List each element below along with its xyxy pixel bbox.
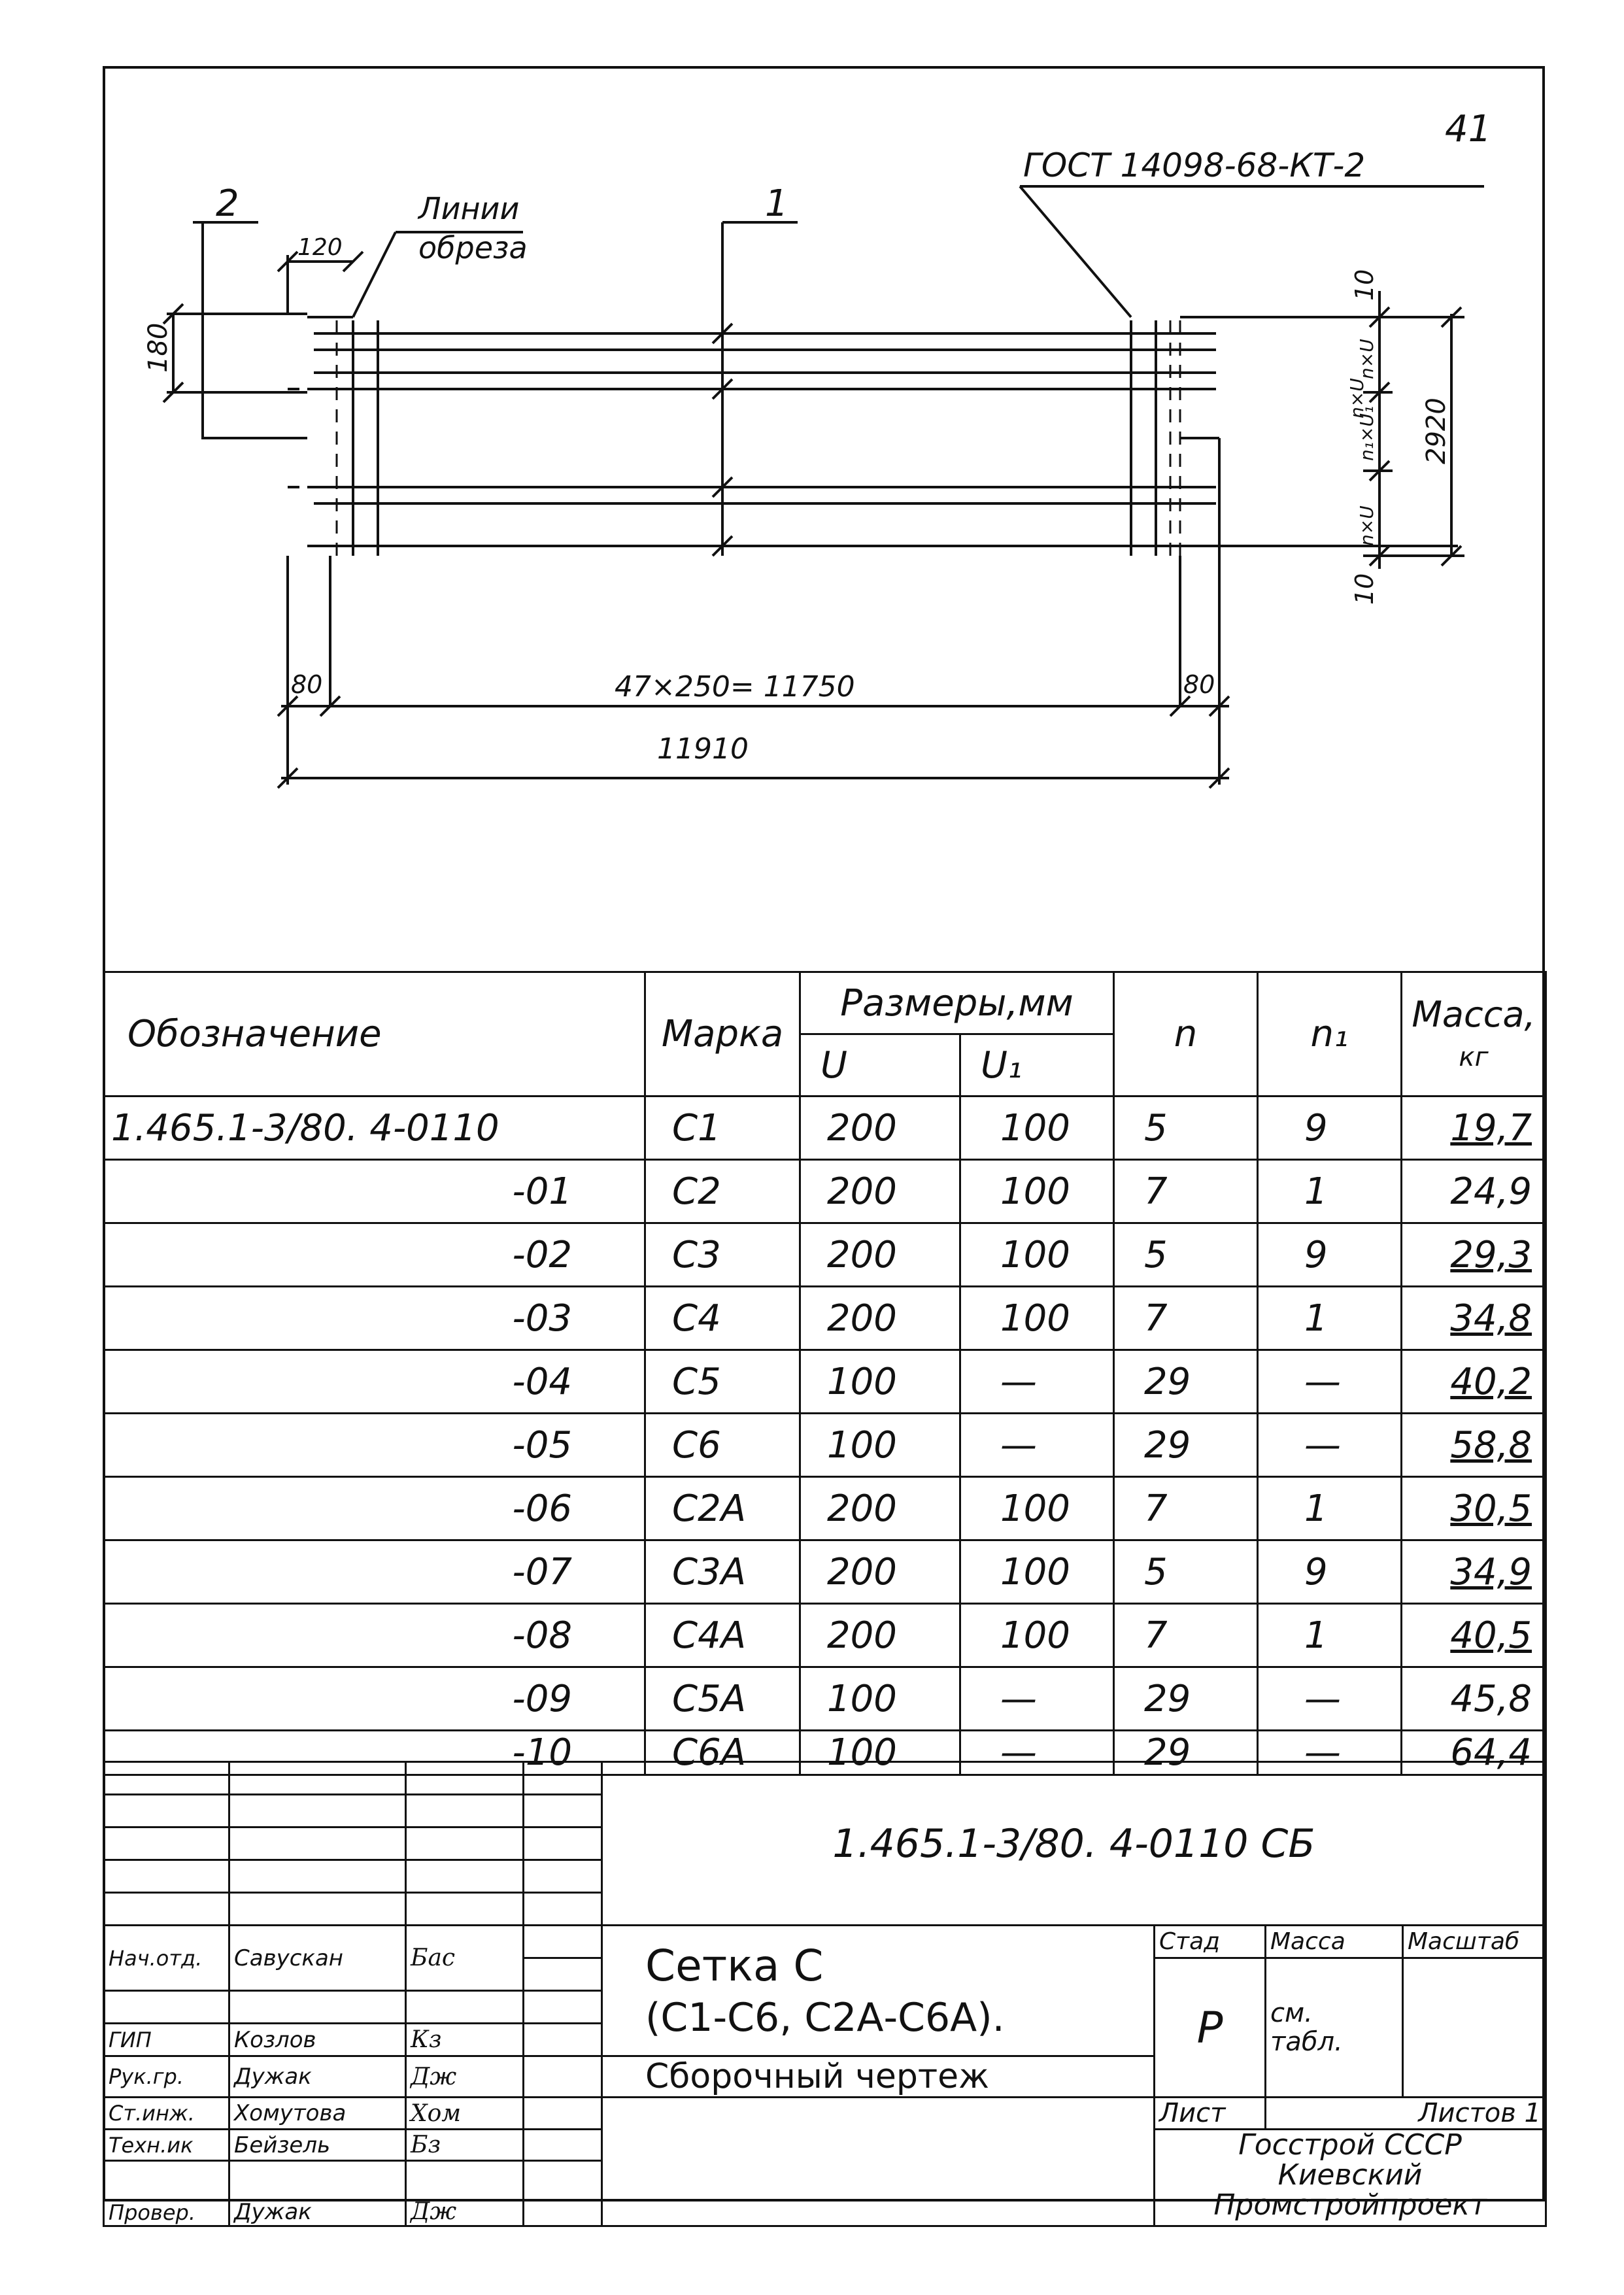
u1-cell: 100 <box>960 1096 1114 1160</box>
date-cell <box>524 2130 602 2161</box>
mass-value-line-1: см. <box>1270 1998 1313 2028</box>
revision-cell <box>406 1893 524 1926</box>
mass-cell: 30,5 <box>1402 1477 1546 1540</box>
n-cell: 5 <box>1114 1096 1258 1160</box>
u-cell: 200 <box>800 1540 960 1604</box>
table-row <box>104 1604 1546 1667</box>
designation-cell: -08 <box>104 1604 645 1667</box>
cut-lines-label: Линии <box>418 191 520 226</box>
dim-nxu-2: n×U <box>1356 505 1378 546</box>
organization-line-1: Госстрой СССР <box>1238 2129 1462 2162</box>
designation-cell: -09 <box>104 1667 645 1731</box>
scale-label: Масштаб <box>1403 1926 1546 1958</box>
gost-note: ГОСТ 14098-68-КТ-2 <box>1023 146 1366 184</box>
name-cell: Савускан <box>229 1926 406 1991</box>
u1-cell: 100 <box>960 1160 1114 1223</box>
stage-label: Стад <box>1155 1926 1266 1958</box>
mass-cell: 34,9 <box>1402 1540 1546 1604</box>
cut-lines-label-2: обреза <box>418 230 528 265</box>
revision-cell <box>524 1893 602 1926</box>
dim-n1xu1: n₁×U₁ <box>1356 405 1378 461</box>
name-cell: Дужак <box>229 2056 406 2098</box>
designation-cell: -04 <box>104 1350 645 1414</box>
mark-cell: С5А <box>645 1667 800 1731</box>
mark-cell: С6А <box>645 1731 800 1775</box>
revision-cell <box>229 1828 406 1860</box>
n-cell: 7 <box>1114 1287 1258 1350</box>
n1-cell: — <box>1258 1731 1402 1775</box>
date-cell <box>524 1958 602 1991</box>
page-number: 41 <box>1445 108 1492 150</box>
n-cell: 29 <box>1114 1667 1258 1731</box>
revision-cell <box>104 1762 229 1795</box>
n-cell: 5 <box>1114 1223 1258 1287</box>
n1-cell: 1 <box>1258 1477 1402 1540</box>
u1-cell: — <box>960 1414 1114 1477</box>
mass-cell: 45,8 <box>1402 1667 1546 1731</box>
date-cell <box>524 1926 602 1958</box>
dim-10-top: 10 <box>1350 269 1379 301</box>
table-row <box>104 1477 1546 1540</box>
name-cell: Хомутова <box>229 2098 406 2130</box>
header-u1: U₁ <box>960 1034 1114 1096</box>
u1-cell: 100 <box>960 1540 1114 1604</box>
revision-cell <box>104 1860 229 1893</box>
role-cell: Ст.инж. <box>104 2098 229 2130</box>
table-row <box>104 1350 1546 1414</box>
n-cell: 29 <box>1114 1350 1258 1414</box>
u-cell: 100 <box>800 1731 960 1775</box>
u-cell: 200 <box>800 1160 960 1223</box>
mass-cell: 24,9 <box>1402 1160 1546 1223</box>
designation-cell: -01 <box>104 1160 645 1223</box>
specification-table <box>103 971 1547 1776</box>
title-line-2: (С1-С6, С2А-С6А). <box>645 1994 1005 2041</box>
stage-value: Р <box>1155 1958 1266 2098</box>
n1-cell: 1 <box>1258 1160 1402 1223</box>
date-cell <box>524 2161 602 2226</box>
table-row <box>104 1667 1546 1731</box>
dim-span: 47×250= 11750 <box>615 670 855 704</box>
u-cell: 200 <box>800 1223 960 1287</box>
header-u: U <box>800 1034 960 1096</box>
n-cell: 7 <box>1114 1477 1258 1540</box>
mark-cell: С3А <box>645 1540 800 1604</box>
revision-cell <box>229 1860 406 1893</box>
date-cell <box>524 2024 602 2056</box>
n1-cell: — <box>1258 1667 1402 1731</box>
mark-cell: С2А <box>645 1477 800 1540</box>
u-cell: 200 <box>800 1604 960 1667</box>
mass-cell: 40,2 <box>1402 1350 1546 1414</box>
u1-cell: 100 <box>960 1477 1114 1540</box>
signature-cell: Дж <box>406 2056 524 2098</box>
date-cell <box>524 2056 602 2098</box>
position-1: 1 <box>765 182 788 225</box>
mass-label: Масса <box>1266 1926 1403 1958</box>
blank-cell <box>406 1991 524 2024</box>
role-cell: Техн.ик <box>104 2130 229 2161</box>
table-row <box>104 1096 1546 1160</box>
revision-cell <box>524 1795 602 1828</box>
title-line-1: Сетка С <box>645 1941 824 1991</box>
scale-value <box>1403 1958 1546 2098</box>
n1-cell: 1 <box>1258 1604 1402 1667</box>
u1-cell: 100 <box>960 1223 1114 1287</box>
revision-cell <box>524 1762 602 1795</box>
sheets-label: Листов 1 <box>1266 2098 1546 2130</box>
signature-cell: Хом <box>406 2098 524 2130</box>
doc-code: 1.465.1-3/80. 4-0110 СБ <box>602 1762 1546 1926</box>
organization-line-3: Промстройпроект <box>1213 2188 1487 2222</box>
dim-total: 11910 <box>657 732 749 766</box>
header-n1: n₁ <box>1258 972 1402 1096</box>
table-row <box>104 1223 1546 1287</box>
n-cell: 7 <box>1114 1160 1258 1223</box>
n1-cell: — <box>1258 1350 1402 1414</box>
n1-cell: 9 <box>1258 1223 1402 1287</box>
dim-80-right: 80 <box>1183 670 1215 699</box>
n-cell: 29 <box>1114 1414 1258 1477</box>
title-text <box>602 1926 1155 2056</box>
designation-cell: -07 <box>104 1540 645 1604</box>
header-mass <box>1402 972 1546 1096</box>
table-row <box>104 1540 1546 1604</box>
mark-cell: С4А <box>645 1604 800 1667</box>
n-cell: 5 <box>1114 1540 1258 1604</box>
signature-cell: Бас <box>406 1926 524 1991</box>
revision-cell <box>229 1762 406 1795</box>
designation-cell: -05 <box>104 1414 645 1477</box>
mass-cell: 29,3 <box>1402 1223 1546 1287</box>
revision-cell <box>229 1893 406 1926</box>
mass-value <box>1266 1958 1403 2098</box>
mass-cell: 58,8 <box>1402 1414 1546 1477</box>
n1-cell: 1 <box>1258 1287 1402 1350</box>
role-cell: Провер. <box>104 2161 229 2226</box>
mark-cell: С3 <box>645 1223 800 1287</box>
header-sizes: Размеры,мм <box>800 972 1114 1034</box>
revision-cell <box>406 1860 524 1893</box>
blank-cell <box>104 1991 229 2024</box>
u1-cell: 100 <box>960 1287 1114 1350</box>
table-row <box>104 1414 1546 1477</box>
designation-cell: -02 <box>104 1223 645 1287</box>
u-cell: 200 <box>800 1096 960 1160</box>
organization <box>1155 2130 1546 2226</box>
name-cell: Дужак <box>229 2161 406 2226</box>
mass-cell: 64,4 <box>1402 1731 1546 1775</box>
mass-cell: 34,8 <box>1402 1287 1546 1350</box>
revision-cell <box>104 1795 229 1828</box>
revision-cell <box>229 1795 406 1828</box>
n1-cell: 9 <box>1258 1096 1402 1160</box>
n-cell: 7 <box>1114 1604 1258 1667</box>
mark-cell: С1 <box>645 1096 800 1160</box>
u1-cell: — <box>960 1350 1114 1414</box>
revision-cell <box>104 1828 229 1860</box>
u1-cell: — <box>960 1667 1114 1731</box>
mark-cell: С6 <box>645 1414 800 1477</box>
sheet-label: Лист <box>1155 2098 1266 2130</box>
header-designation: Обозначение <box>104 972 645 1096</box>
mass-cell: 40,5 <box>1402 1604 1546 1667</box>
blank-cell <box>602 2098 1155 2226</box>
revision-cell <box>524 1860 602 1893</box>
n1-cell: — <box>1258 1414 1402 1477</box>
title-line-3: Сборочный чертеж <box>602 2056 1155 2098</box>
mark-cell: С5 <box>645 1350 800 1414</box>
revision-cell <box>406 1828 524 1860</box>
mesh-drawing <box>0 0 1624 968</box>
dim-120: 120 <box>297 234 343 261</box>
designation-cell: -10 <box>104 1731 645 1775</box>
revision-cell <box>406 1762 524 1795</box>
table-row <box>104 1287 1546 1350</box>
title-block <box>103 1761 1547 2227</box>
header-mass-unit: кг <box>1459 1042 1489 1072</box>
date-cell <box>524 2098 602 2130</box>
signature-cell: Бз <box>406 2130 524 2161</box>
n-cell: 29 <box>1114 1731 1258 1775</box>
blank-cell <box>229 1991 406 2024</box>
dim-nxu-1: n×U <box>1356 339 1378 379</box>
mass-value-line-2: табл. <box>1270 2027 1343 2057</box>
mass-cell: 19,7 <box>1402 1096 1546 1160</box>
name-cell: Козлов <box>229 2024 406 2056</box>
position-2: 2 <box>216 182 239 225</box>
designation-cell: -03 <box>104 1287 645 1350</box>
u1-cell: — <box>960 1731 1114 1775</box>
table-row <box>104 1160 1546 1223</box>
n1-cell: 9 <box>1258 1540 1402 1604</box>
u-cell: 100 <box>800 1667 960 1731</box>
dim-2920: 2920 <box>1421 398 1451 464</box>
dim-180: 180 <box>143 322 173 373</box>
designation-cell: 1.465.1-3/80. 4-0110 <box>104 1096 645 1160</box>
blank-cell <box>524 1991 602 2024</box>
u-cell: 200 <box>800 1477 960 1540</box>
u1-cell: 100 <box>960 1604 1114 1667</box>
mark-cell: С2 <box>645 1160 800 1223</box>
revision-cell <box>406 1795 524 1828</box>
revision-cell <box>524 1828 602 1860</box>
header-n: n <box>1114 972 1258 1096</box>
u-cell: 100 <box>800 1414 960 1477</box>
role-cell: Нач.отд. <box>104 1926 229 1991</box>
u-cell: 100 <box>800 1350 960 1414</box>
role-cell: Рук.гр. <box>104 2056 229 2098</box>
dim-10-bottom: 10 <box>1350 573 1379 605</box>
role-cell: ГИП <box>104 2024 229 2056</box>
dim-80-left: 80 <box>291 670 323 699</box>
signature-cell: Кз <box>406 2024 524 2056</box>
designation-cell: -06 <box>104 1477 645 1540</box>
revision-cell <box>104 1893 229 1926</box>
dim-nxu-3: n×U <box>1346 378 1368 418</box>
u-cell: 200 <box>800 1287 960 1350</box>
signature-cell: Дж <box>406 2161 524 2226</box>
header-mark: Марка <box>645 972 800 1096</box>
header-mass-label: Масса, <box>1412 994 1536 1036</box>
organization-line-2: Киевский <box>1277 2158 1423 2192</box>
name-cell: Бейзель <box>229 2130 406 2161</box>
mark-cell: С4 <box>645 1287 800 1350</box>
